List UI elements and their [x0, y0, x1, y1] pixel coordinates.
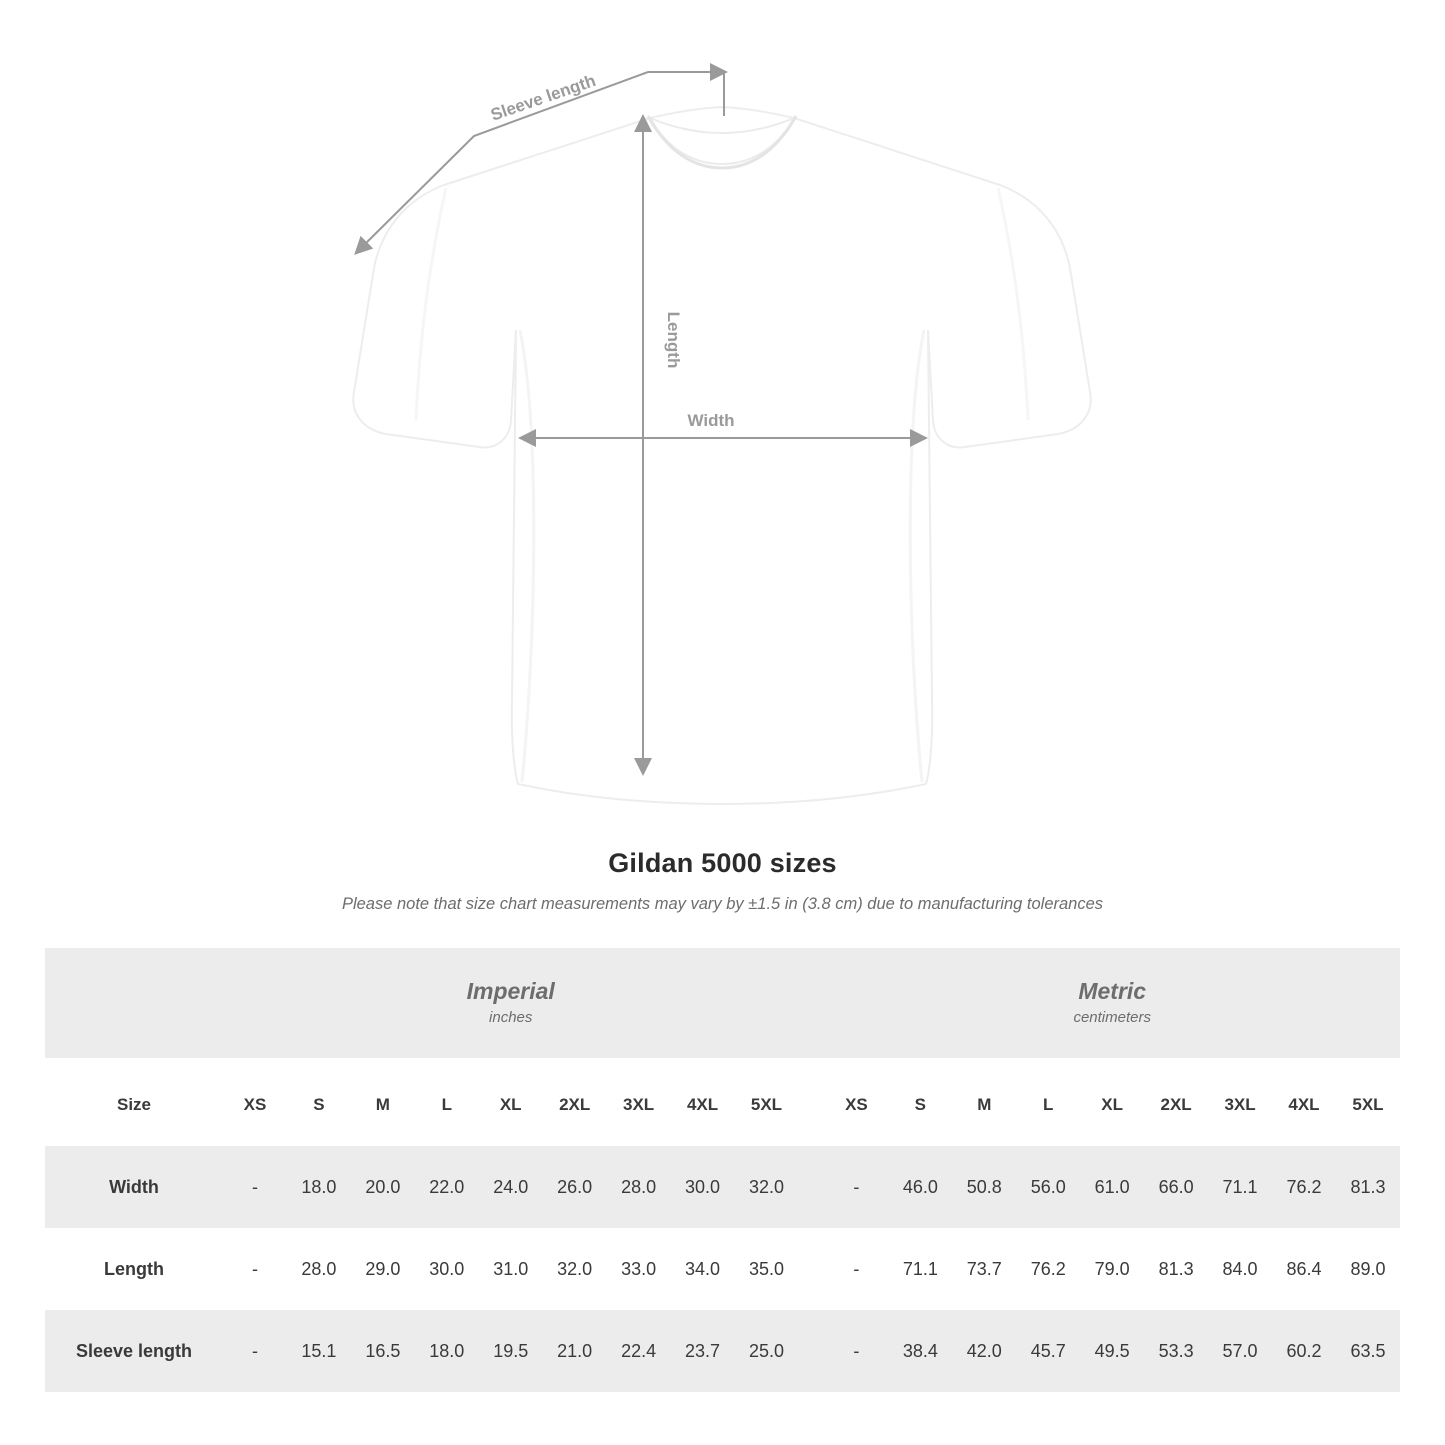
size-header-imperial-2: M: [351, 1064, 415, 1146]
page-title: Gildan 5000 sizes: [608, 848, 837, 878]
cell-metric: 79.0: [1080, 1228, 1144, 1310]
cell-imperial: 30.0: [671, 1146, 735, 1228]
size-header-imperial-4: XL: [479, 1064, 543, 1146]
cell-metric: 81.3: [1336, 1146, 1400, 1228]
cell-metric: 86.4: [1272, 1228, 1336, 1310]
sleeve-length-label: Sleeve length: [488, 70, 599, 125]
size-table: [45, 948, 1400, 1392]
cell-imperial: 30.0: [415, 1228, 479, 1310]
cell-metric: 38.4: [888, 1310, 952, 1392]
cell-imperial: 32.0: [735, 1146, 799, 1228]
size-header-imperial-1: S: [287, 1064, 351, 1146]
cell-metric: 71.1: [1208, 1146, 1272, 1228]
cell-metric: 81.3: [1144, 1228, 1208, 1310]
cell-imperial: -: [223, 1310, 287, 1392]
cell-gap: [798, 1310, 824, 1392]
cell-imperial: 23.7: [671, 1310, 735, 1392]
cell-metric: -: [824, 1228, 888, 1310]
cell-metric: 71.1: [888, 1228, 952, 1310]
cell-imperial: 28.0: [287, 1228, 351, 1310]
size-header-row: [45, 1064, 1400, 1146]
table-row: [45, 1310, 1400, 1392]
cell-imperial: 28.0: [607, 1146, 671, 1228]
unit-title-imperial: Imperial: [466, 978, 555, 1005]
cell-metric: 45.7: [1016, 1310, 1080, 1392]
size-header-metric-4: XL: [1080, 1064, 1144, 1146]
size-header-label: Size: [45, 1064, 223, 1146]
row-label: Width: [45, 1146, 223, 1228]
cell-metric: 84.0: [1208, 1228, 1272, 1310]
cell-metric: 60.2: [1272, 1310, 1336, 1392]
cell-imperial: 20.0: [351, 1146, 415, 1228]
size-header-metric-5: 2XL: [1144, 1064, 1208, 1146]
size-table-wrapper: [45, 948, 1400, 1392]
cell-metric: 53.3: [1144, 1310, 1208, 1392]
cell-metric: 63.5: [1336, 1310, 1400, 1392]
length-label: Length: [664, 311, 683, 369]
unit-header-imperial: [223, 948, 798, 1058]
cell-imperial: 22.0: [415, 1146, 479, 1228]
size-header-imperial-3: L: [415, 1064, 479, 1146]
cell-imperial: 32.0: [543, 1228, 607, 1310]
cell-metric: 76.2: [1016, 1228, 1080, 1310]
cell-metric: 46.0: [888, 1146, 952, 1228]
cell-imperial: 25.0: [735, 1310, 799, 1392]
unit-header-gap: [798, 948, 824, 1058]
cell-imperial: 24.0: [479, 1146, 543, 1228]
size-header-metric-0: XS: [824, 1064, 888, 1146]
cell-metric: 89.0: [1336, 1228, 1400, 1310]
cell-metric: 76.2: [1272, 1146, 1336, 1228]
row-label: Length: [45, 1228, 223, 1310]
size-header-metric-8: 5XL: [1336, 1064, 1400, 1146]
size-header-imperial-0: XS: [223, 1064, 287, 1146]
cell-imperial: -: [223, 1228, 287, 1310]
size-header-metric-7: 4XL: [1272, 1064, 1336, 1146]
cell-imperial: 26.0: [543, 1146, 607, 1228]
cell-metric: -: [824, 1146, 888, 1228]
cell-metric: 61.0: [1080, 1146, 1144, 1228]
size-header-metric-1: S: [888, 1064, 952, 1146]
cell-imperial: 34.0: [671, 1228, 735, 1310]
cell-imperial: 35.0: [735, 1228, 799, 1310]
cell-metric: 56.0: [1016, 1146, 1080, 1228]
size-header-metric-6: 3XL: [1208, 1064, 1272, 1146]
size-header-imperial-5: 2XL: [543, 1064, 607, 1146]
cell-imperial: 29.0: [351, 1228, 415, 1310]
cell-imperial: 18.0: [287, 1146, 351, 1228]
unit-header-spacer: [45, 948, 223, 1058]
cell-imperial: -: [223, 1146, 287, 1228]
unit-header-row: [45, 948, 1400, 1058]
cell-gap: [798, 1228, 824, 1310]
cell-imperial: 19.5: [479, 1310, 543, 1392]
width-label: Width: [687, 411, 735, 430]
size-header-imperial-7: 4XL: [671, 1064, 735, 1146]
unit-sub-imperial: inches: [489, 1009, 533, 1027]
cell-gap: [798, 1146, 824, 1228]
unit-title-metric: Metric: [1078, 978, 1147, 1005]
cell-metric: 73.7: [952, 1228, 1016, 1310]
unit-sub-metric: centimeters: [1073, 1009, 1151, 1027]
cell-imperial: 16.5: [351, 1310, 415, 1392]
cell-imperial: 22.4: [607, 1310, 671, 1392]
tshirt-shape: [353, 107, 1090, 804]
table-row: [45, 1146, 1400, 1228]
size-header-imperial-6: 3XL: [607, 1064, 671, 1146]
cell-imperial: 21.0: [543, 1310, 607, 1392]
size-header-gap: [798, 1064, 824, 1146]
tolerance-note: Please note that size chart measurements may vary by ±1.5 in (3.8 cm) due to manufacturing tolerances: [341, 895, 1104, 913]
cell-imperial: 15.1: [287, 1310, 351, 1392]
cell-metric: 57.0: [1208, 1310, 1272, 1392]
size-header-metric-2: M: [952, 1064, 1016, 1146]
cell-metric: 49.5: [1080, 1310, 1144, 1392]
size-header-metric-3: L: [1016, 1064, 1080, 1146]
cell-metric: 50.8: [952, 1146, 1016, 1228]
cell-metric: -: [824, 1310, 888, 1392]
cell-imperial: 33.0: [607, 1228, 671, 1310]
cell-imperial: 31.0: [479, 1228, 543, 1310]
cell-metric: 66.0: [1144, 1146, 1208, 1228]
size-header-imperial-8: 5XL: [735, 1064, 799, 1146]
table-row: [45, 1228, 1400, 1310]
row-label: Sleeve length: [45, 1310, 223, 1392]
cell-metric: 42.0: [952, 1310, 1016, 1392]
unit-header-metric: [824, 948, 1400, 1058]
cell-imperial: 18.0: [415, 1310, 479, 1392]
